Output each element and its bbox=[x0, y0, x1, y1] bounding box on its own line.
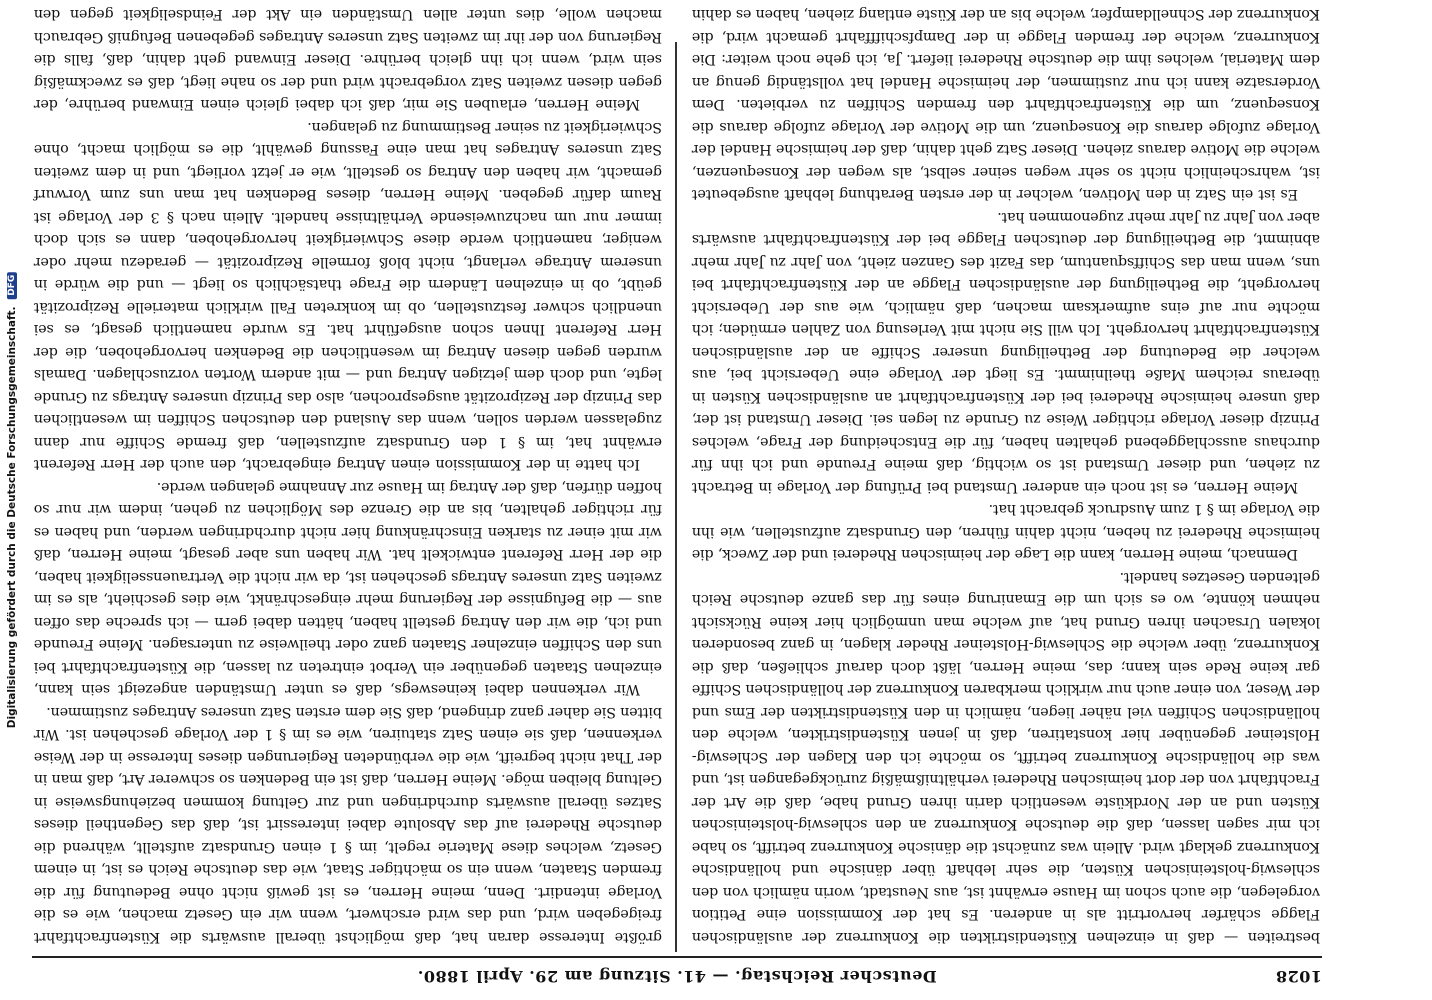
column-divider bbox=[676, 42, 678, 952]
page-header bbox=[32, 962, 1322, 992]
paragraph: Ich hatte in der Kommission einen Antrag eingebracht, den auch der Herr Referent erwähnt hat, im § 1 den Grundsatz aufzustellen, daß fremde Schiffe nur dann zugelassen werden sollen, wenn das Ausland den deutschen Schiffen im wesentlichen das Prinzip der Reziprozität ausgesprochen, also das Prinzip unseres Antrags zu Grunde legte, und doch dem jetzigen Antrag und — mit andern Worten vorzuschlagen. Damals wurden gegen diesen Antrag im wesentlichen die Bedenken hervorgehoben, die der Herr Referent Ihnen schon ausgeführt hat. Es wurde namentlich gesagt, es sei unendlich schwer festzustellen, ob im konkreten Fall wirklich materielle Reziprozität geübt, ob in einzelnen Ländern die Frage thatsächlich so liegt — und die würde in unserem Antrage verlangt, nicht bloß formelle Reziprozität — geradezu mehr oder weniger, namentlich werde diese Schwierigkeit hervorgehoben, dann es sich doch immer nur um nachzuweisende Verhältnisse handelt. Allein nach § 3 der Vorlage ist Raum dafür gegeben. Meine Herren, dieses Bedenken hat man uns zum Vorwurf gemacht, wir haben den Antrag so gestellt, wie er jetzt vorliegt, und in dem zweiten Satz unseres Antrages hat man eine Fassung gewählt, die es möglich macht, ohne Schwierigkeit zu seiner Bestimmung zu gelangen. bbox=[34, 119, 662, 473]
page-title: Deutscher Reichstag. — 41. Sitzung am 29. April 1880. bbox=[417, 967, 937, 986]
paragraph: Wir verkennen dabei keineswegs, daß es unter Umständen angezeigt sein kann, einzelnen Staaten gegenüber ein Verbot eintreten zu lassen, die Küstenfrachtfahrt bei uns den Schiffen einzelner Staaten ganz oder theilweise zu untersagen. Meine Freunde und ich, die wir den Antrag gestellt haben, hätten dabei gern — ich spreche das offen aus — die Befugnisse der Regierung mehr eingeschränkt, wie dies geschieht, als es im zweiten Satz unseres Antrags geschehen ist, da wir nicht die Vertrauensseligkeit haben, die der Herr Referent entwickelt hat. Wir haben uns aber gesagt, meine Herren, daß wir mit einer zu starken Einschränkung hier nicht durchdringen werden, und haben es für richtiger gehalten, bis an die Grenze des Möglichen zu gehen, indem wir nur so hoffen dürfen, daß der Antrag im Hause zur Annahme gelangen werde. bbox=[34, 479, 662, 698]
dfg-logo: DFG bbox=[7, 272, 17, 299]
text-column-left bbox=[692, 6, 1320, 948]
paragraph: Demnach, meine Herren, kann die Lage der heimischen Rhederei und der Zweck, die heimische Rhederei zu heben, nicht dahin führen, den Grundsatz aufzustellen, wie ihn die Vorlage im § 1 zum Ausdruck gebracht hat. bbox=[692, 501, 1320, 563]
paragraph: Meine Herren, es ist noch ein anderer Umstand bei Prüfung der Vorlage in Betracht zu ziehen, und dieser Umstand ist so wichtig, daß meine Freunde und ich ihn für durchaus ausschlaggebend gehalten haben, für die Entscheidung der Frage, welches Prinzip dieser Vorlage richtiger Weise zu Grunde zu legen sei. Dieser Umstand ist der, daß unsere heimische Rhederei bei der Küstenfrachtfahrt an ausländischen Küsten in überaus reichem Maße theilnimmt. Es liegt der Vorlage eine Uebersicht bei, aus welcher die Bedeutung der Betheiligung unserer Schiffe an der ausländischen Küstenfrachtfahrt hervorgeht. Ich will Sie nicht mit Verlesung von Zahlen ermüden; ich möchte nur auf eins aufmerksam machen, daß nämlich, wie aus der Uebersicht hervorgeht, die Betheiligung der ausländischen Flagge an der Küstenfrachtfahrt bei uns, wenn man das Schiffsquantum, das Fazit des Ganzen zieht, von Jahr zu Jahr mehr abnimmt, die Betheiligung der deutschen Flagge bei der Küstenfrachtfahrt auswärts aber von Jahr zu Jahr mehr zugenommen hat. bbox=[692, 209, 1320, 495]
paragraph: Es ist ein Satz in den Motiven, welcher in der ersten Berathung lebhaft ausgebeutet ist, wahrscheinlich nicht so sehr wegen seiner selbst, als wegen der Konsequenzen, welche die Motive daraus ziehen. Dieser Satz geht dahin, daß der heimische Handel der Vorlage zufolge daraus die Konsequenz, um die Motive der Vorlage zufolge daraus die Konsequenz, um die Küstenfrachtfahrt den fremden Schiffen zu verbieten. Dem Vordersatze kann ich nur zustimmen, der heimische Handel hat vollständig genug an dem Material, welches ihm die deutsche Rhederei liefert. Ja, ich gehe noch weiter: Die Konkurrenz, welche der fremden Flagge in der Dampfschifffahrt gemacht wird, die Konkurrenz der Schnelldampfer, welche bis an der Küste entlang ziehen, haben es dahin bbox=[692, 6, 1320, 203]
page-number: 1028 bbox=[1275, 967, 1322, 986]
digitization-note-text: Digitalisierung gefördert durch die Deutsche Forschungsgemeinschaft. bbox=[6, 306, 18, 729]
paragraph: bestreiten — daß in einzelnen Küstendistrikten die Konkurrenz der ausländischen Flagge schärfer hervortritt als in anderen. Es hat der Kommission eine Petition vorgelegen, die auch schon im Hause erwähnt ist, aus Neustadt, worin nämlich von den schleswig-holsteinischen Küsten, die sehr lebhaft über dänische und holländische Konkurrenz geklagt wird. Allein was zunächst die dänische Konkurrenz betrifft, so habe ich mir sagen lassen, daß die deutsche Konkurrenz an den schleswig-holsteinischen Küsten und an der Nordküste wesentlich darin ihren Grund habe, daß die Art der Frachtfahrt von der dort heimischen Rhederei verhältnißmäßig zurückgegangen ist, und was die holländische Konkurrenz betrifft, so möchte ich den Klagen der Schleswig-Holsteiner gegenüber hier konstatiren, daß in jenen Küstendistrikten, welche den holländischen Schiffen viel näher liegen, nämlich in den Küstendistrikten der Ems und der Weser, von einer auch nur wirklich merkbaren Konkurrenz der holländischen Schiffe gar keine Rede sein kann; das, meine Herren, läßt doch darauf schließen, daß die Konkurrenz, über welche die Schleswig-Holsteiner Rheder klagen, in ganz besonderen lokalen Ursachen ihren Grund hat, auf welche man unmöglich hier keine Rücksicht nehmen könnte, wo es sich um die Emanirung eines für das ganze deutsche Reich geltenden Gesetzes handelt. bbox=[692, 569, 1320, 945]
text-column-right bbox=[34, 6, 662, 948]
paragraph: Meine Herren, erlauben Sie mir, daß ich dabei gleich einen Einwand berühre, der gegen diesen zweiten Satz vorgebracht wird und der so nahe liegt, daß es zweckmäßig sein wird, wenn ich ihn gleich berühre. Dieser Einwand geht dahin, daß, falls die Regierung von der ihr im zweiten Satz unseres Antrages gegebenen Befugniß Gebrauch machen wolle, dies unter allen Umständen ein Akt der Feindseligkeit gegen den bbox=[34, 6, 662, 113]
header-rule bbox=[32, 956, 1322, 958]
paragraph: größte Interesse daran hat, daß möglichst überall auswärts die Küstenfrachtfahrt freigegeben wird, und das wird erschwert, wenn wir ein Gesetz machen, wie es die Vorlage intendirt. Denn, meine Herren, es ist gewiß nicht ohne Bedeutung für die fremden Staaten, wenn ein so mächtiger Staat, wie das deutsche Reich es ist, in einem Gesetz, welches diese Materie regelt, im § 1 einen Grundsatz aufstellt, während die deutsche Rhederei auf das Absolute dabei interessirt ist, daß das Gegentheil dieses Satzes überall auswärts durchdringen und zur Geltung kommen beziehungsweise in Geltung bleiben möge. Meine Herren, daß ist ein Bedenken so schwerer Art, daß man in der That nicht begreift, wie die verbündeten Regierungen dieses Interesse in der Weise verkennen, daß sie einen Satz statuiren, wie es im § 1 der Vorlage geschehen ist. Wir bitten Sie daher ganz dringend, daß Sie dem ersten Satz unseres Antrages zustimmen. bbox=[34, 704, 662, 945]
